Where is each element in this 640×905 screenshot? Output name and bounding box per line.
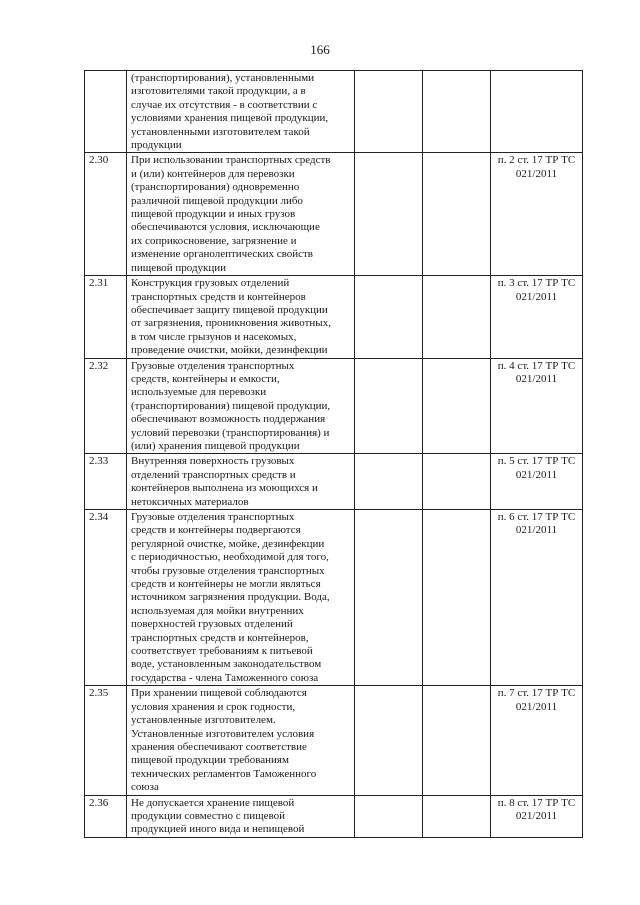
- row-number-cell: 2.31: [85, 276, 127, 358]
- requirement-text-line: продукции совместно с пищевой: [131, 809, 286, 822]
- requirement-text-line: хранения обеспечивают соответствие: [131, 740, 307, 753]
- requirement-text-line: (транспортирования), установленными: [131, 72, 315, 84]
- requirement-text-cell: [127, 276, 355, 358]
- requirement-text-line: (или) хранения пищевой продукции: [131, 439, 300, 452]
- requirement-text-line: транспортных средств и контейнеров: [131, 290, 306, 303]
- table-row: [85, 71, 583, 153]
- requirement-text-line: различной пищевой продукции либо: [131, 194, 303, 207]
- requirement-text-cell: [127, 795, 355, 837]
- row-number-cell: 2.35: [85, 686, 127, 795]
- requirement-text-line: нетоксичных материалов: [131, 495, 249, 508]
- regulation-reference-cell: [491, 454, 583, 510]
- requirement-text-line: Грузовые отделения транспортных: [131, 511, 295, 523]
- regulation-reference-cell: [491, 795, 583, 837]
- row-number-cell: [85, 71, 127, 153]
- empty-cell-a: [355, 358, 423, 454]
- requirement-text-line: контейнеров выполнена из моющихся и: [131, 482, 318, 495]
- empty-cell-b: [423, 510, 491, 686]
- empty-cell-a: [355, 454, 423, 510]
- row-number-cell: 2.30: [85, 153, 127, 276]
- requirement-text-line: и (или) контейнеров для перевозки: [131, 167, 295, 180]
- requirement-text-line: их соприкосновение, загрязнение и: [131, 234, 297, 247]
- regulation-reference-line: 021/2011: [515, 809, 558, 822]
- requirement-text-line: обеспечивают возможность поддержания: [131, 413, 326, 426]
- empty-cell-b: [423, 795, 491, 837]
- regulation-reference-line: 021/2011: [515, 468, 558, 481]
- row-number-cell: 2.36: [85, 795, 127, 837]
- requirement-text-line: условия хранения и срок годности,: [131, 700, 296, 713]
- requirement-text-line: Конструкция грузовых отделений: [131, 277, 290, 290]
- requirement-text-cell: [127, 510, 355, 686]
- regulation-reference-cell: [491, 686, 583, 795]
- table-row: [85, 454, 583, 510]
- requirement-text-cell: [127, 454, 355, 510]
- requirement-text-line: Установленные изготовителем условия: [131, 727, 315, 740]
- empty-cell-b: [423, 276, 491, 358]
- table-row: [85, 686, 583, 795]
- requirement-text-cell: [127, 71, 355, 153]
- requirements-table: [84, 70, 583, 838]
- requirement-text-line: соответствует требованиям к питьевой: [131, 645, 313, 658]
- table-row: [85, 510, 583, 686]
- empty-cell-a: [355, 153, 423, 276]
- regulation-reference-line: п. 5 ст. 17 ТР ТС: [497, 455, 576, 468]
- requirement-text-line: средств и контейнеры не могли являться: [131, 578, 321, 591]
- requirements-table-body: [85, 71, 583, 838]
- requirement-text-line: поверхностей грузовых отделений: [131, 618, 293, 631]
- requirement-text-line: союза: [131, 781, 159, 794]
- regulation-reference-line: 021/2011: [515, 372, 558, 385]
- requirement-text-line: условиями хранения пищевой продукции,: [131, 112, 329, 125]
- table-row: [85, 795, 583, 837]
- requirement-text-line: от загрязнения, проникновения животных,: [131, 317, 331, 330]
- empty-cell-b: [423, 686, 491, 795]
- requirement-text-line: установленные изготовителем.: [131, 714, 276, 727]
- requirement-text-line: регулярной очистке, мойке, дезинфекции: [131, 537, 325, 550]
- table-row: [85, 276, 583, 358]
- page-number: 166: [310, 42, 330, 57]
- regulation-reference-line: 021/2011: [515, 167, 558, 180]
- requirement-text-line: (транспортирования) пищевой продукции,: [131, 399, 331, 412]
- requirement-text-cell: [127, 153, 355, 276]
- requirement-text-line: в том числе грызунов и насекомых,: [131, 330, 297, 343]
- regulation-reference-cell: [491, 71, 583, 153]
- requirement-text-line: продукции: [131, 139, 182, 152]
- requirement-text-line: источником загрязнения продукции. Вода,: [131, 591, 330, 604]
- requirement-text-line: пищевой продукции и иных грузов: [131, 208, 296, 221]
- requirement-text-line: воде, установленным законодательством: [131, 658, 322, 671]
- requirement-text-line: технических регламентов Таможенного: [131, 767, 317, 780]
- regulation-reference-line: п. 3 ст. 17 ТР ТС: [497, 277, 576, 290]
- empty-cell-a: [355, 71, 423, 153]
- empty-cell-a: [355, 795, 423, 837]
- requirement-text-line: Внутренняя поверхность грузовых: [131, 455, 295, 468]
- regulation-reference-line: 021/2011: [515, 700, 558, 713]
- empty-cell-b: [423, 454, 491, 510]
- requirement-text-line: проведение очистки, мойки, дезинфекции: [131, 344, 328, 357]
- requirement-text-line: средств, контейнеры и емкости,: [131, 372, 280, 385]
- regulation-reference-cell: [491, 358, 583, 454]
- requirement-text-line: используемая для мойки внутренних: [131, 604, 304, 617]
- requirement-text-line: (транспортирования) одновременно: [131, 181, 300, 194]
- requirement-text-line: отделений транспортных средств и: [131, 468, 296, 481]
- table-row: [85, 153, 583, 276]
- requirement-text-line: При хранении пищевой соблюдаются: [131, 687, 307, 700]
- requirement-text-line: изготовителями такой продукции, а в: [131, 85, 306, 98]
- regulation-reference-line: 021/2011: [515, 524, 558, 537]
- requirement-text-line: государства - члена Таможенного союза: [131, 671, 319, 684]
- requirement-text-line: случае их отсутствия - в соответствии с: [131, 98, 318, 111]
- row-number-cell: 2.34: [85, 510, 127, 686]
- row-number-cell: 2.33: [85, 454, 127, 510]
- requirement-text-line: изменение органолептических свойств: [131, 248, 314, 261]
- requirement-text-line: Грузовые отделения транспортных: [131, 359, 295, 372]
- requirement-text-cell: [127, 358, 355, 454]
- regulation-reference-line: п. 8 ст. 17 ТР ТС: [497, 796, 576, 809]
- requirement-text-line: с периодичностью, необходимой для того,: [131, 551, 329, 564]
- requirement-text-line: пищевой продукции: [131, 261, 227, 274]
- requirement-text-line: условий перевозки (транспортирования) и: [131, 426, 330, 439]
- empty-cell-a: [355, 686, 423, 795]
- empty-cell-a: [355, 276, 423, 358]
- requirement-text-line: пищевой продукции требованиям: [131, 754, 289, 767]
- requirement-text-line: продукцией иного вида и непищевой: [131, 823, 305, 836]
- regulation-reference-cell: [491, 510, 583, 686]
- requirement-text-line: средств и контейнеры подвергаются: [131, 524, 301, 537]
- table-row: [85, 358, 583, 454]
- regulation-reference-line: п. 6 ст. 17 ТР ТС: [497, 511, 576, 523]
- regulation-reference-line: 021/2011: [515, 290, 558, 303]
- requirement-text-line: При использовании транспортных средств: [131, 154, 331, 167]
- requirement-text-line: обеспечивает защиту пищевой продукции: [131, 303, 328, 316]
- requirement-text-line: установленными изготовителем такой: [131, 125, 310, 138]
- empty-cell-b: [423, 71, 491, 153]
- requirement-text-line: Не допускается хранение пищевой: [131, 796, 295, 809]
- requirement-text-line: транспортных средств и контейнеров,: [131, 631, 309, 644]
- row-number-cell: 2.32: [85, 358, 127, 454]
- empty-cell-b: [423, 358, 491, 454]
- regulation-reference-line: п. 4 ст. 17 ТР ТС: [497, 359, 576, 372]
- requirement-text-line: чтобы грузовые отделения транспортных: [131, 564, 325, 577]
- regulation-reference-cell: [491, 276, 583, 358]
- requirement-text-cell: [127, 686, 355, 795]
- empty-cell-a: [355, 510, 423, 686]
- empty-cell-b: [423, 153, 491, 276]
- regulation-reference-cell: [491, 153, 583, 276]
- requirement-text-line: обеспечиваются условия, исключающие: [131, 221, 320, 234]
- regulation-reference-line: п. 7 ст. 17 ТР ТС: [497, 687, 576, 700]
- regulation-reference-line: п. 2 ст. 17 ТР ТС: [497, 154, 576, 167]
- requirement-text-line: используемые для перевозки: [131, 386, 267, 399]
